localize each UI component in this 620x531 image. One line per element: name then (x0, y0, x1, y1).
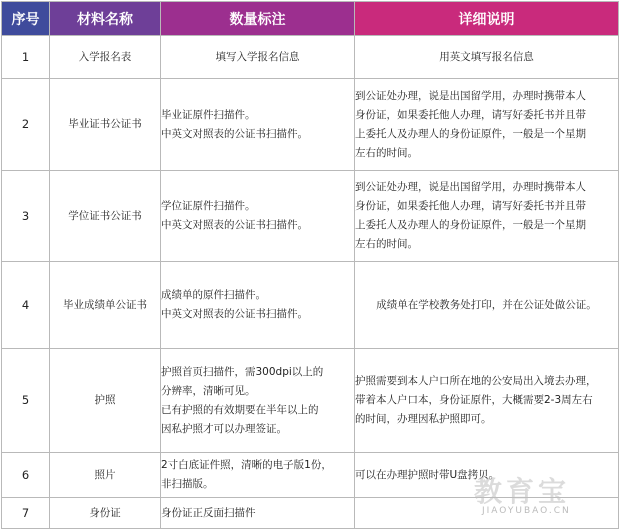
quantity-line: 成绩单的原件扫描件。 (161, 289, 266, 301)
description-line: 左右的时间。 (355, 146, 418, 159)
material-name: 护照 (50, 349, 161, 453)
quantity-cell (161, 79, 355, 171)
quantity-line: 填写入学报名信息 (215, 50, 300, 63)
material-name: 毕业成绩单公证书 (50, 262, 161, 349)
description-cell (355, 36, 619, 79)
description-line: 到公证处办理，说是出国留学用，办理时携带本人 (355, 89, 586, 102)
description-line: 护照需要到本人户口所在地的公安局出入境去办理， (355, 375, 597, 387)
quantity-cell (161, 262, 355, 349)
quantity-cell (161, 498, 355, 529)
row-number: 6 (2, 453, 50, 498)
quantity-cell (161, 349, 355, 453)
row-number: 3 (2, 171, 50, 262)
quantity-line: 非扫描版。 (161, 478, 214, 490)
description-line: 身份证，如果委托他人办理，请写好委托书并且带 (355, 108, 586, 121)
description-line: 上委托人及办理人的身份证原件，一般是一个星期 (355, 127, 586, 140)
row-number: 7 (2, 498, 50, 529)
description-cell (355, 171, 619, 262)
table-row (2, 262, 619, 349)
quantity-line: 2寸白底证件照，清晰的电子版1份， (161, 459, 332, 471)
description-cell (355, 498, 619, 529)
table-row (2, 36, 619, 79)
material-name: 毕业证书公证书 (50, 79, 161, 171)
description-line: 带着本人户口本，身份证原件，大概需要2-3周左右 (355, 394, 593, 406)
watermark-url: JIAOYUBAO.CN (482, 506, 571, 516)
quantity-line: 中英文对照表的公证书扫描件。 (161, 308, 308, 320)
description-cell (355, 262, 619, 349)
header-quantity: 数量标注 (161, 2, 355, 36)
description-line: 可以在办理护照时带U盘拷贝。 (355, 468, 500, 481)
quantity-line: 学位证原件扫描件。 (161, 200, 256, 212)
quantity-line: 已有护照的有效期要在半年以上的 (161, 403, 319, 416)
description-line: 上委托人及办理人的身份证原件，一般是一个星期 (355, 219, 586, 231)
watermark-logo-text: 教育宝 (474, 475, 571, 508)
header-no: 序号 (2, 2, 50, 36)
quantity-line: 护照首页扫描件，需300dpi以上的 (161, 365, 324, 378)
quantity-line: 中英文对照表的公证书扫描件。 (161, 219, 308, 231)
description-line: 到公证处办理，说是出国留学用，办理时携带本人 (355, 181, 586, 193)
quantity-line: 分辨率，清晰可见。 (161, 384, 256, 397)
quantity-line: 中英文对照表的公证书扫描件。 (161, 127, 308, 140)
materials-table (1, 1, 619, 529)
table-row (2, 79, 619, 171)
quantity-line: 身份证正反面扫描件 (161, 506, 256, 519)
row-number: 5 (2, 349, 50, 453)
description-cell (355, 79, 619, 171)
quantity-cell (161, 171, 355, 262)
table-row (2, 349, 619, 453)
header-material-name: 材料名称 (50, 2, 161, 36)
quantity-line: 因私护照才可以办理签证。 (161, 422, 287, 435)
row-number: 2 (2, 79, 50, 171)
description-line: 用英文填写报名信息 (439, 50, 534, 63)
description-line: 左右的时间。 (355, 238, 418, 250)
header-description: 详细说明 (355, 2, 619, 36)
material-name: 入学报名表 (50, 36, 161, 79)
row-number: 1 (2, 36, 50, 79)
description-line: 的时间，办理因私护照即可。 (355, 413, 492, 425)
material-name: 照片 (50, 453, 161, 498)
description-line: 身份证，如果委托他人办理，请写好委托书并且带 (355, 200, 586, 212)
description-cell (355, 349, 619, 453)
row-number: 4 (2, 262, 50, 349)
table-row (2, 171, 619, 262)
quantity-cell (161, 453, 355, 498)
quantity-cell (161, 36, 355, 79)
description-cell (355, 453, 619, 498)
material-name: 学位证书公证书 (50, 171, 161, 262)
quantity-line: 毕业证原件扫描件。 (161, 108, 256, 121)
table-row (2, 453, 619, 498)
material-name: 身份证 (50, 498, 161, 529)
table-row (2, 498, 619, 529)
description-line: 成绩单在学校教务处打印，并在公证处做公证。 (376, 298, 597, 311)
header-row (2, 2, 619, 36)
